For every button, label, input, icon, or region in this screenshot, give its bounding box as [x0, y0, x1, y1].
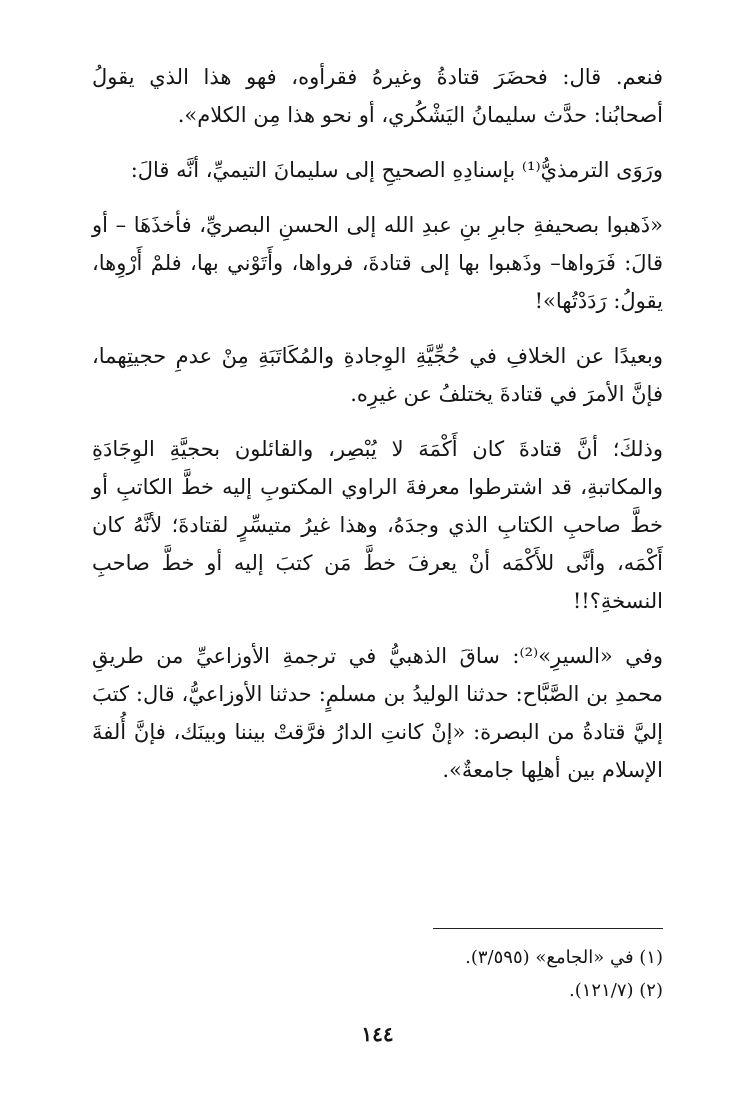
paragraph-6: وفي «السيرِ»⁽²⁾: ساقَ الذهبيُّ في ترجمةِ الأوزاعيِّ من طريقِ محمدِ بن الصَّبَّاح: حدثنا الوليدُ بن مسلمٍ: حدثنا الأوزاعيُّ، قال: كتبَ إليَّ قتادةُ من البصرة: «إنْ كانتِ الدارُ فرَّقتْ بيننا وبينَك، فإنَّ أُلفةَ الإسلام بين أهلِها جامعةٌ». — [92, 644, 663, 782]
footnotes — [92, 941, 663, 1007]
footnote-2: (٢) (١٢١/٧). — [569, 980, 663, 1001]
paragraph-4: وبعيدًا عن الخلافِ في حُجِّيَّةِ الوِجادةِ والمُكَاتَبَةِ مِنْ عدمِ حجيتِهما، فإنَّ الأمرَ في قتادةَ يختلفُ عن غيرِه. — [92, 344, 663, 406]
page-number: ١٤٤ — [361, 1022, 394, 1046]
paragraph-5: وذلكَ؛ أنَّ قتادةَ كان أَكْمَهَ لا يُبْصِر، والقائلون بحجيَّةِ الوِجَادَةِ والمكاتبةِ، قد اشترطوا معرفةَ الراوي المكتوبِ إليه خطَّ الكاتبِ أو خطَّ صاحبِ الكتابِ الذي وجدَهُ، وهذا غيرُ متيسِّرٍ لقتادةَ؛ لأنَّهُ كان أَكْمَه، وأنَّى للأَكْمَه أنْ يعرفَ خطَّ مَن كتبَ إليه أو خطَّ صاحبِ النسخةِ؟!! — [92, 437, 663, 613]
main-text — [92, 58, 663, 789]
paragraph-3: «ذَهبوا بصحيفةِ جابرِ بنِ عبدِ الله إلى الحسنِ البصريِّ، فأخذَهَا – أو قالَ: فَرَواها– وذَهبوا بها إلى قتادةَ، فرواها، وأَتَوْني بها، فلمْ أَرْوِها، يقولُ: رَدَدْتُها»! — [92, 213, 663, 313]
footnote-divider — [433, 928, 663, 929]
footnote-1: (١) في «الجامع» (٣/٥٩٥). — [465, 947, 663, 968]
paragraph-1: فنعم. قال: فحضَرَ قتادةُ وغيرهُ فقرأوه، فهو هذا الذي يقولُ أصحابُنا: حدَّث سليمانُ اليَشْكُري، أو نحو هذا مِن الكلام». — [92, 65, 663, 127]
paragraph-2: ورَوَى الترمذيُّ⁽¹⁾ بإسنادِهِ الصحيحِ إلى سليمانَ التيميِّ، أنَّه قالَ: — [130, 158, 663, 182]
